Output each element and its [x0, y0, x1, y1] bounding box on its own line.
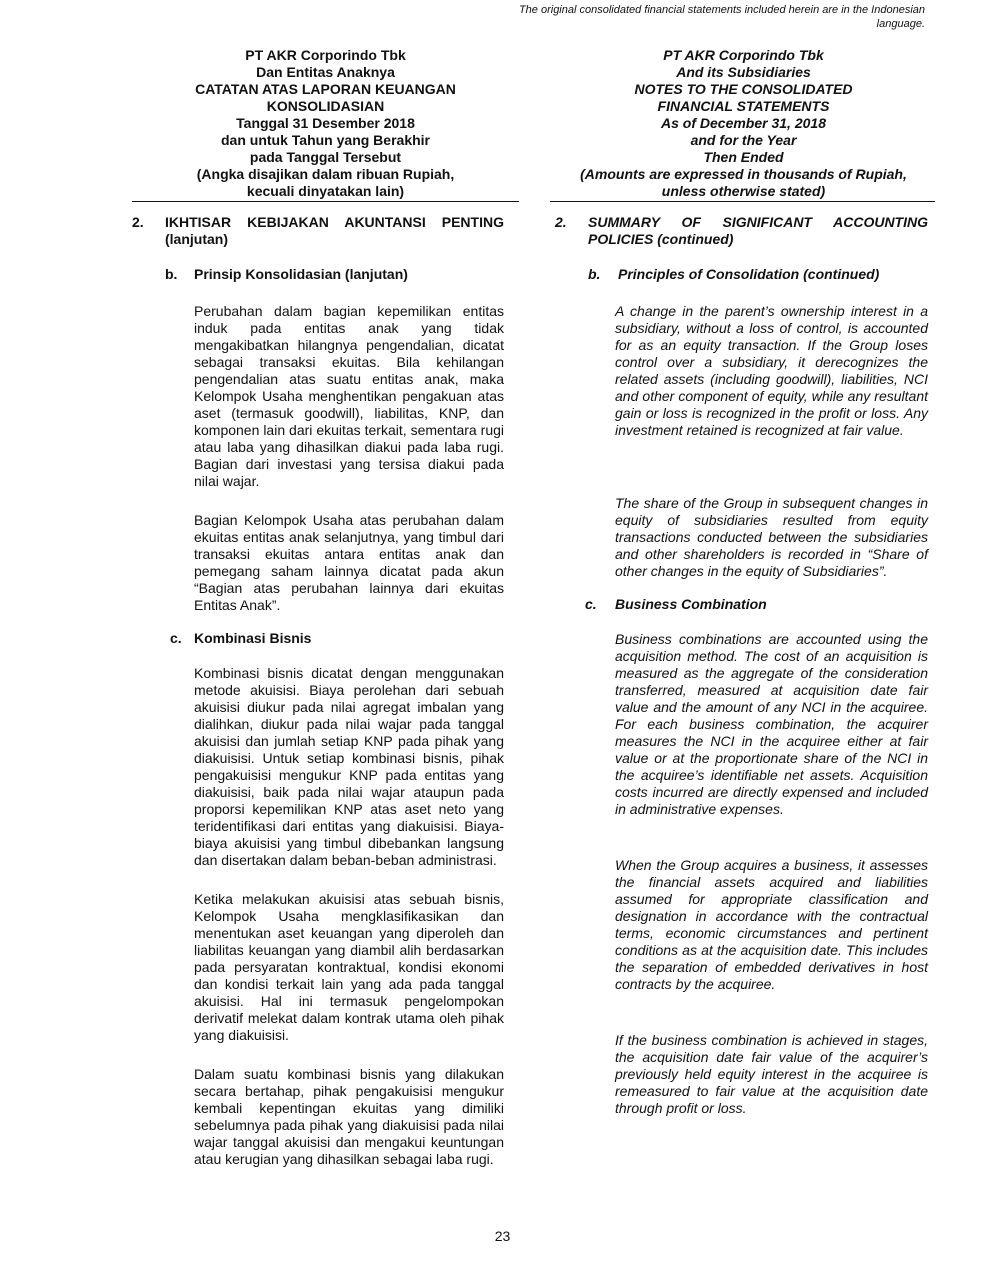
subsection-title: Business Combination [615, 596, 767, 612]
header-line: (Amounts are expressed in thousands of Rupiah, [580, 166, 907, 182]
header-line: and for the Year [690, 132, 797, 148]
header-line: PT AKR Corporindo Tbk [663, 47, 824, 63]
header-line: unless otherwise stated) [661, 183, 826, 199]
header-line: Tanggal 31 Desember 2018 [236, 115, 415, 131]
header-line: NOTES TO THE CONSOLIDATED [634, 81, 853, 97]
paragraph: Perubahan dalam bagian kepemilikan entitas induk pada entitas anak yang tidak mengakibatkan hilangnya pengendalian, dicatat sebagai transaksi ekuitas. Bila kehilangan pengendalian atas suatu entitas anak, maka Kelompok Usaha menghentikan pengakuan atas aset (termasuk goodwill), liabilitas, KNP, dan komponen lain dari ekuitas terkait, sementara rugi atau laba yang dihasilkan diakui pada laba rugi. Bagian dari investasi yang tersisa diakui pada nilai wajar. [194, 303, 504, 489]
header-line: And its Subsidiaries [676, 64, 811, 80]
header-line: As of December 31, 2018 [661, 115, 826, 131]
section-number: 2. [555, 214, 567, 230]
english-column [555, 214, 928, 1131]
header-line: kecuali dinyatakan lain) [246, 183, 405, 199]
subsection-heading-c [132, 630, 504, 647]
header-divider-right [550, 201, 935, 202]
section-title: SUMMARY OF SIGNIFICANT ACCOUNTING POLICIES (continued) [588, 214, 928, 247]
header-line: CATATAN ATAS LAPORAN KEUANGAN [195, 81, 456, 97]
header-line: Then Ended [703, 149, 784, 165]
indonesian-column [132, 214, 504, 1182]
paragraph: Business combinations are accounted using the acquisition method. The cost of an acquisition is measured as the aggregate of the consideration transferred, measured at acquisition date fair value and the amount of any NCI in the acquiree. For each business combination, the acquirer measures the NCI in the acquiree either at fair value or at the proportionate share of the NCI in the acquiree’s identifiable net assets. Acquisition costs incurred are directly expensed and included in administrative expenses. [615, 631, 928, 817]
paragraph: A change in the parent’s ownership interest in a subsidiary, without a loss of control, is accounted for as an equity transaction. If the Group loses control over a subsidiary, it derecognizes the related assets (including goodwill), liabilities, NCI and other component of equity, while any resultant gain or loss is recognized in the profit or loss. Any investment retained is recognized at fair value. [615, 303, 928, 438]
subsection-title: Principles of Consolidation (continued) [618, 266, 880, 282]
subsection-heading-c [555, 596, 928, 613]
paragraph: The share of the Group in subsequent changes in equity of subsidiaries resulted from equity transactions conducted between the subsidiaries and other shareholders is recorded in “Share of other changes in the equity of Subsidiaries”. [615, 495, 928, 579]
header-line: dan untuk Tahun yang Berakhir [221, 132, 430, 148]
subsection-letter: b. [588, 266, 601, 282]
subsection-heading-b [132, 266, 504, 283]
page-number: 23 [494, 1228, 511, 1244]
paragraph: Ketika melakukan akuisisi atas sebuah bisnis, Kelompok Usaha mengklasifikasikan dan menentukan aset keuangan yang diperoleh dan liabilitas keuangan yang diambil alih berdasarkan pada persyaratan kontraktual, kondisi ekonomi dan kondisi terkait lain yang ada pada tanggal akuisisi. Hal ini termasuk pengelompokan derivatif melekat dalam kontrak utama oleh pihak yang diakuisisi. [194, 891, 504, 1043]
header-divider-left [132, 201, 519, 202]
section-title: IKHTISAR KEBIJAKAN AKUNTANSI PENTING (lanjutan) [165, 214, 504, 247]
header-line: KONSOLIDASIAN [266, 98, 385, 114]
header-line: (Angka disajikan dalam ribuan Rupiah, [196, 166, 455, 182]
header-line: PT AKR Corporindo Tbk [245, 47, 406, 63]
translation-note: The original consolidated financial statements included herein are in the Indonesian language. [518, 4, 925, 30]
paragraph: Dalam suatu kombinasi bisnis yang dilakukan secara bertahap, pihak pengakuisisi mengukur kembali kepentingan ekuitas yang dimiliki sebelumnya pada pihak yang diakuisisi pada nilai wajar tanggal akuisisi dan mengakui keuntungan atau kerugian yang dihasilkan sebagai laba rugi. [194, 1066, 504, 1167]
header-line: Dan Entitas Anaknya [256, 64, 395, 80]
subsection-letter: b. [165, 266, 178, 282]
subsection-title: Prinsip Konsolidasian (lanjutan) [194, 266, 408, 282]
header-line: pada Tanggal Tersebut [249, 149, 402, 165]
paragraph: Kombinasi bisnis dicatat dengan menggunakan metode akuisisi. Biaya perolehan dari sebuah akuisisi diukur pada nilai agregat imbalan yang dialihkan, diukur pada nilai wajar pada tanggal akuisisi dan jumlah setiap KNP pada pihak yang diakuisisi. Untuk setiap kombinasi bisnis, pihak pengakuisisi mengukur KNP pada entitas yang diakuisisi, baik pada nilai wajar ataupun pada proporsi kepemilikan KNP atas aset neto yang teridentifikasi dari entitas yang diakuisisi. Biaya-biaya akuisisi yang timbul dibebankan langsung dan disertakan dalam beban-beban administrasi. [194, 665, 504, 868]
section-number: 2. [132, 214, 144, 230]
header-indonesian [132, 47, 519, 200]
subsection-heading-b [555, 266, 928, 283]
section-heading [555, 214, 928, 248]
subsection-letter: c. [170, 630, 182, 646]
subsection-letter: c. [585, 596, 597, 612]
section-heading [132, 214, 504, 248]
header-line: FINANCIAL STATEMENTS [657, 98, 830, 114]
paragraph: When the Group acquires a business, it assesses the financial assets acquired and liabilities assumed for appropriate classification and designation in accordance with the contractual terms, economic circumstances and pertinent conditions as at the acquisition date. This includes the separation of embedded derivatives in host contracts by the acquiree. [615, 857, 928, 992]
subsection-title: Kombinasi Bisnis [194, 630, 312, 646]
paragraph: Bagian Kelompok Usaha atas perubahan dalam ekuitas entitas anak selanjutnya, yang timbul dari transaksi ekuitas antara entitas anak dan pemegang saham lainnya dicatat pada akun “Bagian atas perubahan lainnya dari ekuitas Entitas Anak”. [194, 512, 504, 613]
header-english [550, 47, 937, 200]
paragraph: If the business combination is achieved in stages, the acquisition date fair value of the acquirer’s previously held equity interest in the acquiree is remeasured to fair value at the acquisition date through profit or loss. [615, 1032, 928, 1116]
